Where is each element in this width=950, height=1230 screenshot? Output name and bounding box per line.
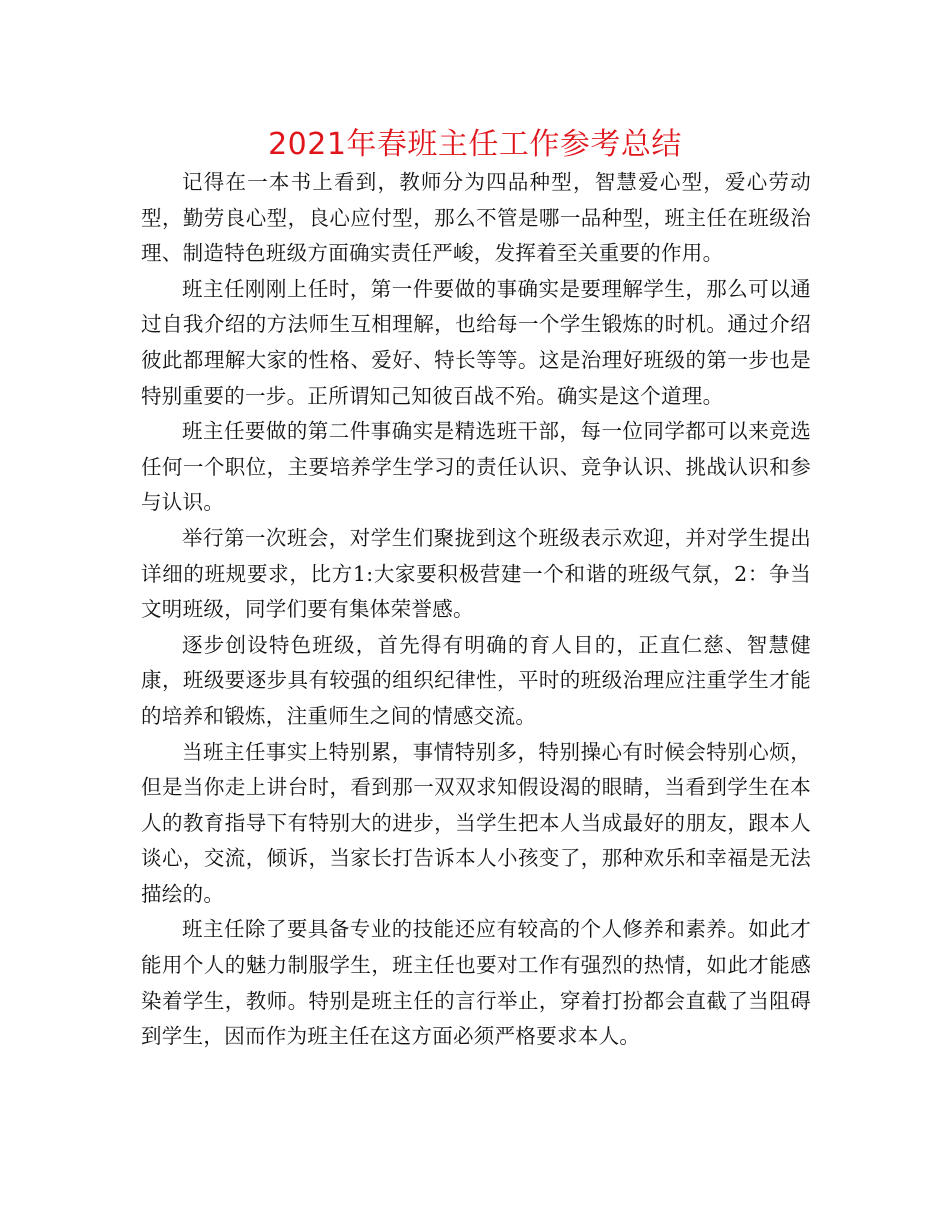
paragraph: 逐步创设特色班级，首先得有明确的育人目的，正直仁慈、智慧健康，班级要逐步具有较强的组织纪律性，平时的班级治理应注重学生才能的培养和锻炼，注重师生之间的情感交流。 [141,632,811,728]
document-title: 2021年春班主任工作参考总结 [268,127,682,162]
paragraph: 班主任除了要具备专业的技能还应有较高的个人修养和素养。如此才能用个人的魅力制服学生，班主任也要对工作有强烈的热情，如此才能感染着学生，教师。特别是班主任的言行举止，穿着打扮都会直截了当阻碍到学生，因而作为班主任在这方面必须严格要求本人。 [141,917,811,1049]
paragraph: 记得在一本书上看到，教师分为四品种型，智慧爱心型，爱心劳动型，勤劳良心型，良心应付型，那么不管是哪一品种型，班主任在班级治理、制造特色班级方面确实责任严峻，发挥着至关重要的作用。 [141,170,811,266]
paragraph: 班主任要做的第二件事确实是精选班干部，每一位同学都可以来竞选任何一个职位，主要培养学生学习的责任认识、竞争认识、挑战认识和参与认识。 [141,419,811,515]
paragraph: 班主任刚刚上任时，第一件要做的事确实是要理解学生，那么可以通过自我介绍的方法师生互相理解，也给每一个学生锻炼的时机。通过介绍彼此都理解大家的性格、爱好、特长等等。这是治理好班级的第一步也是特别重要的一步。正所谓知己知彼百战不殆。确实是这个道理。 [141,276,811,408]
paragraph: 当班主任事实上特别累，事情特别多，特别操心有时候会特别心烦，但是当你走上讲台时，看到那一双双求知假设渴的眼睛，当看到学生在本人的教育指导下有特别大的进步，当学生把本人当成最好的朋友，跟本人谈心，交流，倾诉，当家长打告诉本人小孩变了，那种欢乐和幸福是无法描绘的。 [141,739,811,906]
document-body [141,165,811,1055]
paragraph: 举行第一次班会，对学生们聚拢到这个班级表示欢迎，并对学生提出详细的班规要求，比方1:大家要积极营建一个和谐的班级气氛，2：争当文明班级，同学们要有集体荣誉感。 [141,525,811,622]
